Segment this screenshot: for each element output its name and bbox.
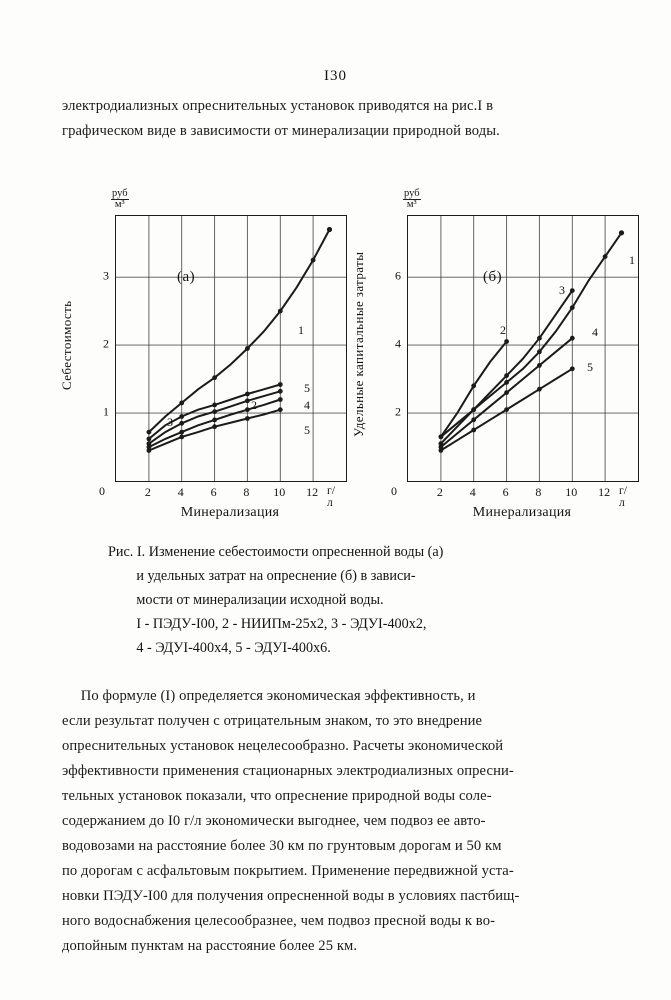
y-unit-label-a — [111, 189, 129, 210]
figure-1 — [55, 188, 635, 535]
x-tick-b-8: 8 — [535, 485, 542, 499]
x-tick-b-6: 6 — [502, 485, 509, 499]
plot-area-b — [407, 215, 639, 482]
figure-caption — [108, 540, 628, 660]
curve-label-a-1: 1 — [298, 323, 304, 337]
page-number: I30 — [324, 68, 347, 84]
x-tick-a-0: 0 — [99, 484, 105, 498]
y-unit-numerator: руб — [404, 188, 420, 199]
text-line: эффективности применения стационарных электродиализных опресни- — [62, 763, 514, 779]
y-unit-denominator: м³ — [406, 199, 417, 210]
caption-line: I - ПЭДУ-I00, 2 - НИИПм-25х2, 3 - ЭДУI-400х2, — [108, 616, 427, 632]
curve-label-b-3: 3 — [559, 283, 565, 297]
curve-label-a-5: 5 — [304, 381, 310, 395]
caption-line: 4 - ЭДУI-400х4, 5 - ЭДУI-400х6. — [108, 640, 331, 656]
x-unit-label-b: г/л — [619, 485, 627, 509]
y-tick-a-2: 2 — [103, 336, 109, 351]
curve-label-a-4: 4 — [304, 398, 310, 412]
text-line: графическом виде в зависимости от минерализации природной воды. — [62, 123, 500, 139]
x-axis-title-b: Минерализация — [472, 505, 572, 520]
y-axis-title-b: Удельные капитальные затраты — [351, 251, 366, 437]
intro-paragraph — [62, 94, 622, 144]
text-line: тельных установок показали, что опреснение природной воды соле- — [62, 788, 492, 804]
chart-svg-b — [408, 216, 638, 481]
curve-label-a-5b: 5 — [304, 423, 310, 437]
panel-tag-a: (а) — [177, 269, 196, 285]
text-line: допойным пунктам на расстояние более 25 км. — [62, 938, 358, 954]
text-line: если результат получен с отрицательным знаком, то это внедрение — [62, 713, 483, 729]
text-line: ного водоснабжения целесообразнее, чем подвоз пресной воды к во- — [62, 913, 496, 929]
text-line: электродиализных опреснительных установок приводятся на рис.I в — [62, 98, 494, 114]
y-unit-numerator: руб — [112, 188, 128, 199]
y-tick-b-1: 2 — [395, 404, 401, 419]
x-tick-b-10: 10 — [565, 485, 578, 499]
curve-label-a-2: 2 — [251, 398, 257, 412]
text-line: содержанием до I0 г/л экономически выгоднее, чем подвоз ее авто- — [62, 813, 486, 829]
y-axis-title-a: Себестоимость — [59, 300, 74, 390]
x-tick-a-8: 8 — [243, 485, 250, 499]
curve-label-b-5: 5 — [587, 360, 593, 374]
caption-line: мости от минерализации исходной воды. — [108, 592, 384, 608]
x-axis-title-a: Минерализация — [180, 505, 280, 520]
y-tick-a-1: 1 — [103, 404, 109, 419]
caption-line: Рис. I. Изменение себестоимости опресненной воды (а) — [108, 544, 444, 560]
y-tick-b-2: 4 — [395, 336, 401, 351]
y-tick-b-3: 6 — [395, 268, 401, 283]
curve-label-b-4: 4 — [592, 325, 598, 339]
x-tick-a-4: 4 — [177, 485, 184, 499]
body-paragraph — [62, 684, 627, 959]
text-line: по дорогам с асфальтовым покрытием. Применение передвижной уста- — [62, 863, 514, 879]
curve-label-b-2: 2 — [500, 323, 506, 337]
panel-tag-b: (б) — [483, 269, 503, 285]
text-line: По формуле (I) определяется экономическая эффективность, и — [62, 688, 476, 704]
x-tick-b-4: 4 — [469, 485, 476, 499]
text-line: водовозами на расстояние более 30 км по грунтовым дорогам и 50 км — [62, 838, 502, 854]
caption-line: и удельных затрат на опреснение (б) в зависи- — [108, 568, 416, 584]
text-line: опреснительных установок нецелесообразно. Расчеты экономической — [62, 738, 504, 754]
x-tick-a-6: 6 — [210, 485, 217, 499]
curve-label-b-1: 1 — [629, 253, 635, 267]
x-tick-b-2: 2 — [436, 485, 443, 499]
x-tick-a-10: 10 — [273, 485, 286, 499]
x-tick-b-12: 12 — [598, 485, 611, 499]
y-unit-label-b — [403, 189, 421, 210]
y-tick-a-3: 3 — [103, 268, 109, 283]
x-tick-a-2: 2 — [144, 485, 151, 499]
plot-area-a — [115, 215, 347, 482]
x-tick-a-12: 12 — [306, 485, 319, 499]
curve-label-a-3: 3 — [167, 415, 173, 429]
x-tick-b-0: 0 — [391, 484, 397, 498]
y-unit-denominator: м³ — [114, 199, 125, 210]
x-unit-label-a: г/л — [327, 485, 335, 509]
text-line: новки ПЭДУ-I00 для получения опресненной воды в условиях пастбищ- — [62, 888, 520, 904]
chart-svg-a — [116, 216, 346, 481]
